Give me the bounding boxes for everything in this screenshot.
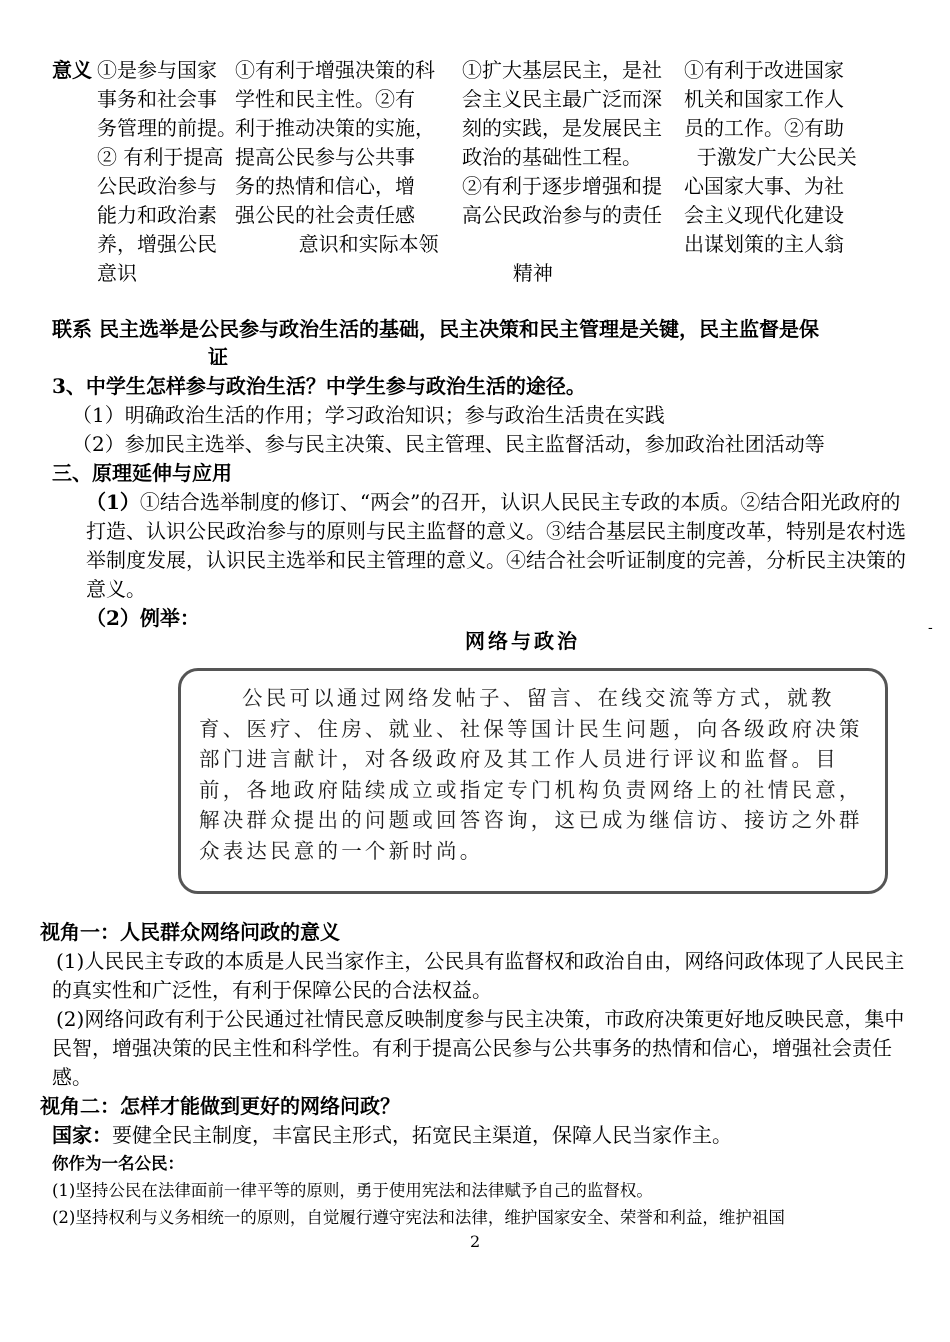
quote-text: 公民可以通过网络发帖子、留言、在线交流等方式，就教育、医疗、住房、就业、社保等国计民生问题，向各级政府决策部门进言献计，对各级政府及其工作人员进行评议和监督。目前，各地政府陆续成立或指定专门机构负责网络上的社情民意，解决群众提出的问题或回答咨询，这已成为继信访、接访之外群众表达民意的一个新时尚。 — [199, 686, 863, 863]
citizen-item-2: (2)坚持权利与义务相统一的原则，自觉履行遵守宪法和法律，维护国家安全、荣誉和利益，维护祖国 — [52, 1208, 785, 1227]
state-text: 要健全民主制度，丰富民主形式，拓宽民主渠道，保障人民当家作主。 — [112, 1123, 732, 1147]
box-title: 网络与政治 — [465, 629, 580, 653]
view1-p1: (1)人民民主专政的本质是人民当家作主，公民具有监督权和政治自由，网络问政体现了人民民主的真实性和广泛性，有利于保障公民的合法权益。 — [52, 949, 905, 1002]
citizen-item-1: (1)坚持公民在法律面前一律平等的原则，勇于使用宪法和法律赋予自己的监督权。 — [52, 1181, 653, 1200]
link-line-1 — [52, 315, 819, 344]
view2-title: 视角二：怎样才能做到更好的网络问政？ — [40, 1094, 400, 1118]
meaning-col-decision: ①有利于增强决策的科 学性和民主性。②有 利于推动决策的实施， 提高公民参与公共事 务的热情和信心，增 强公民的社会责任感 意识和实际本领 — [235, 58, 439, 256]
view2-section — [40, 1092, 912, 1231]
link-label: 联系 — [52, 317, 92, 341]
link-line-2: 证 — [208, 345, 228, 369]
q3-title: 3、中学生怎样参与政治生活？中学生参与政治生活的途径。 — [52, 374, 586, 398]
view1-section — [40, 918, 912, 1092]
view2-state — [52, 1121, 912, 1150]
state-label: 国家： — [52, 1123, 112, 1147]
section3-paragraph-1 — [86, 488, 906, 604]
citizen-label: 你作为一名公民： — [52, 1154, 184, 1173]
q3-item-2: （2）参加民主选举、参与民主决策、民主管理、民主监督活动，参加政治社团活动等 — [72, 432, 825, 456]
q3-item-1: （1）明确政治生活的作用；学习政治知识；参与政治生活贵在实践 — [72, 403, 665, 427]
section3-title: 三、原理延伸与应用 — [52, 461, 232, 485]
page-number: 2 — [470, 1232, 481, 1251]
margin-mark: - — [928, 620, 933, 636]
section3-example-label: （2）例举： — [86, 606, 200, 630]
meaning-col-election: ①是参与国家 事务和社会事 务管理的前提。 ② 有利于提高 公民政治参与 能力和政治素 养，增强公民 意识 — [97, 58, 237, 285]
p1-label: （1） — [86, 490, 140, 514]
meaning-col-management: ①扩大基层民主，是社 会主义民主最广泛而深 刻的实践，是发展民主 政治的基础性工程。 ②有利于逐步增强和提 高公民政治参与的责任 精神 — [462, 58, 662, 285]
view1-p2: (2)网络问政有利于公民通过社情民意反映制度参与民主决策，市政府决策更好地反映民意，集中民智，增强决策的民主性和科学性。有利于提高公民参与公共事务的热情和信心，增强社会责任感。 — [52, 1007, 905, 1089]
view1-title: 视角一：人民群众网络问政的意义 — [40, 920, 340, 944]
quote-box — [178, 668, 888, 894]
meaning-label: 意义 — [52, 58, 92, 82]
p1-text: ①结合选举制度的修订、“两会”的召开，认识人民民主专政的本质。②结合阳光政府的打造、认识公民政治参与的原则与民主监督的意义。③结合基层民主制度改革，特别是农村选举制度发展，认识民主选举和民主管理的意义。④结合社会听证制度的完善，分析民主决策的意义。 — [86, 490, 906, 601]
meaning-col-supervision: ①有利于改进国家 机关和国家工作人 员的工作。②有助 于激发广大公民关 心国家大事、为社 会主义现代化建设 出谋划策的主人翁 — [684, 58, 857, 256]
link-text: 民主选举是公民参与政治生活的基础，民主决策和民主管理是关键，民主监督是保 — [98, 317, 819, 341]
